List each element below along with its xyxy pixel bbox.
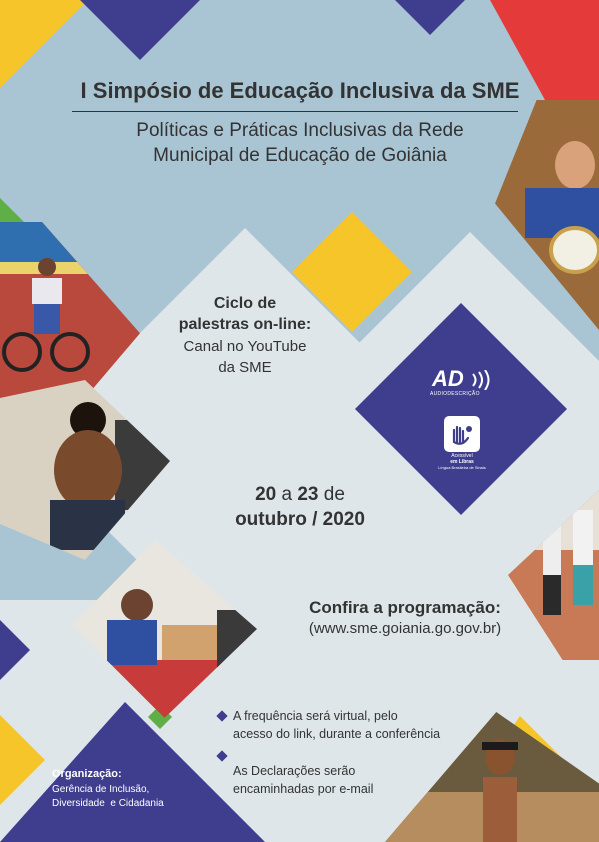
start-day: 20 <box>255 484 277 505</box>
audiodescription-caption: AUDIODESCRIÇÃO <box>430 391 480 397</box>
note-1-line1: A frequência será virtual, pelo <box>233 709 398 723</box>
event-month-year: outubro / 2020 <box>235 509 365 530</box>
event-dates <box>210 484 390 506</box>
libras-caption-line3: Língua Brasileira de Sinais <box>438 465 486 470</box>
youtube-channel-line2: da SME <box>218 359 272 376</box>
date-connector: a <box>281 484 293 505</box>
sound-waves-icon <box>470 370 492 390</box>
event-subtitle-line1: Políticas e Práticas Inclusivas da Rede <box>136 120 464 141</box>
program-heading: Confira a programação: <box>309 598 501 617</box>
organization-line1: Gerência de Inclusão, <box>52 784 150 795</box>
program-url-link[interactable]: (www.sme.goiania.go.gov.br) <box>308 620 502 637</box>
end-day: 23 <box>297 484 319 505</box>
event-subtitle-line2: Municipal de Educação de Goiânia <box>153 145 447 166</box>
note-2-line1: As Declarações serão <box>233 764 356 778</box>
title-divider <box>72 111 518 112</box>
youtube-channel-line1: Canal no YouTube <box>183 338 307 355</box>
libras-caption-line1: Acessível <box>451 453 473 459</box>
audiodescription-logo <box>426 366 498 400</box>
navy-triangle-top-right <box>395 0 465 35</box>
sign-language-hands-icon <box>444 416 480 452</box>
cycle-label-line1: Ciclo de <box>213 295 277 312</box>
cycle-label-line2: palestras on-line: <box>178 316 312 333</box>
audiodescription-logo-text: AD <box>432 366 464 391</box>
libras-logo <box>444 416 480 452</box>
organization-line2: Diversidade e Cidadania <box>52 798 164 809</box>
yellow-corner-top-left <box>0 0 88 88</box>
date-of: de <box>323 484 345 505</box>
libras-caption-line2: em Libras <box>450 459 474 465</box>
note-2-line2: encaminhadas por e-mail <box>233 782 374 796</box>
navy-triangle-top <box>80 0 200 60</box>
note-1-line2: acesso do link, durante a conferência <box>233 727 441 741</box>
event-title: I Simpósio de Educação Inclusiva da SME <box>80 78 520 103</box>
organization-label: Organização: <box>52 768 122 780</box>
